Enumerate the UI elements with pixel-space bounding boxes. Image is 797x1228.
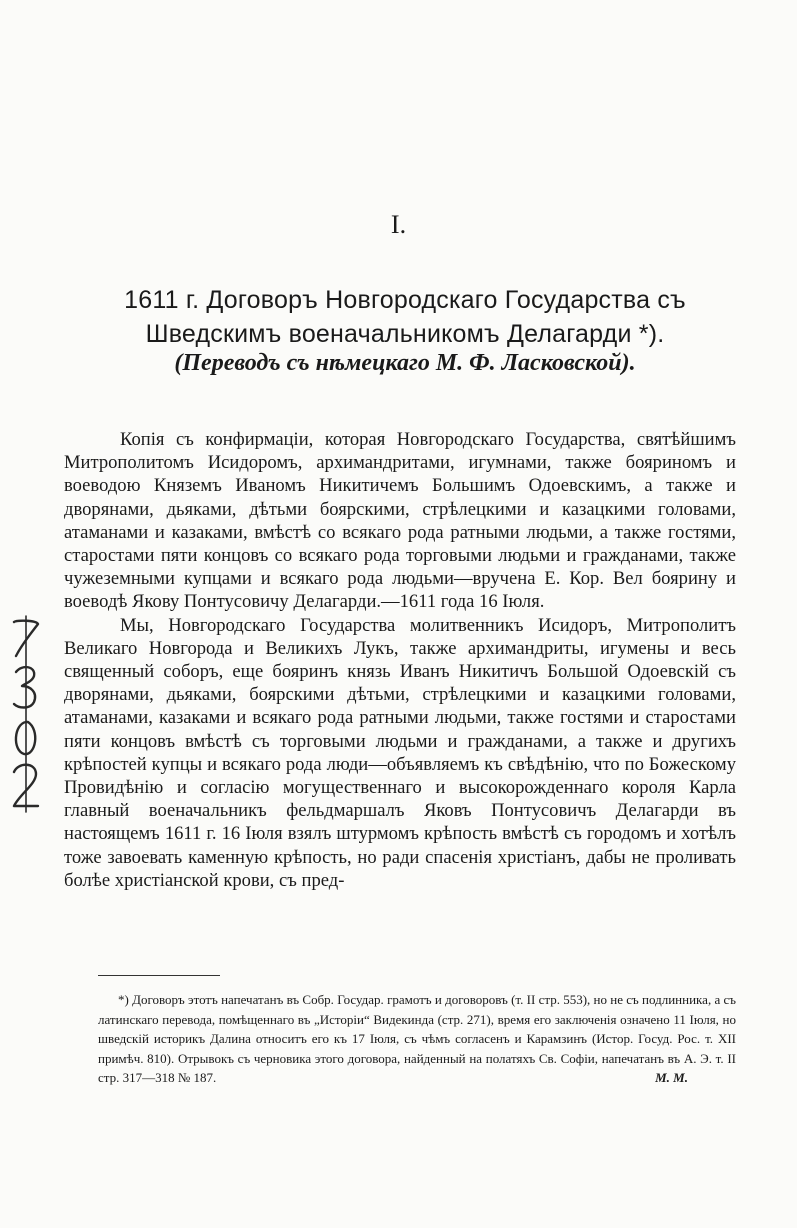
title-line-1: 1611 г. Договоръ Новгородскаго Государства съ <box>124 286 686 314</box>
section-number: I. <box>390 210 407 239</box>
footnote-text: *) Договоръ этотъ напечатанъ въ Собр. Государ. грамотъ и договоровъ (т. II стр. 553), но не съ подлинника, а съ латинскаго перевода, помѣщеннаго въ „Исторіи“ Видекинда (стр. 271), время его заключенія означено 11 Іюля, но шведскій историкъ Далина относитъ его къ 17 Іюля, съ чѣмъ согласенъ и Карамзинъ (Истор. Госуд. Рос. т. XII примѣч. 810). Отрывокъ съ черновика этого договора, найденный на полатяхъ Св. Софіи, напечатанъ въ А. Э. т. II стр. 317—318 № 187. <box>98 992 736 1085</box>
footnote <box>98 990 736 1088</box>
footnote-divider <box>98 975 220 976</box>
paragraph-1: Копія съ конфирмаціи, которая Новгородскаго Государства, святѣйшимъ Митрополитомъ Исидоромъ, архимандритами, игумнами, также бояриномъ и воеводою Княземъ Иваномъ Никитичемъ Большимъ Одоевскимъ, а также и дворянами, дьяками, дѣтьми боярскими, стрѣлецкими и казацкими головами, атаманами и казаками, вмѣстѣ со всякаго рода ратными людьми, а также гостями, старостами пяти концовъ со всякаго рода торговыми людьми и гражданами, также чужеземными купцами и всякаго рода людьми—вручена Е. Кор. Вел боярину и воеводѣ Якову Понтусовичу Делагарди.—1611 года 16 Іюля. <box>64 429 736 613</box>
footnote-signature: М. М. <box>655 1070 688 1085</box>
title-line-2: Шведскимъ военачальникомъ Делагарди *). <box>145 320 665 348</box>
document-subtitle: (Переводъ съ нѣмецкаго М. Ф. Ласковской). <box>174 350 636 376</box>
main-text <box>64 428 736 892</box>
document-title <box>60 283 750 351</box>
handwritten-margin-inscription <box>6 612 46 817</box>
paragraph-2: Мы, Новгородскаго Государства молитвенникъ Исидоръ, Митрополитъ Великаго Новгорода и Великихъ Лукъ, также архимандриты, игумены и весь священный соборъ, еще бояринъ князь Иванъ Никитичъ Большой Одоевскій съ дворянами, дьяками, боярскими дѣтьми, стрѣлецкими и казацкими головами, атаманами, казаками и всякаго рода ратными людьми, также гостями и старостами пяти концовъ вмѣстѣ съ торговыми людьми и гражданами, а также и другихъ крѣпостей купцы и всякаго рода люди—объявляемъ къ свѣдѣнію, что по Божескому Провидѣнію и согласію могущественнаго и высокорожденнаго короля Карла главный военачальникъ фельдмаршалъ Яковъ Понтусовичъ Делагарди въ настоящемъ 1611 г. 16 Іюля взялъ штурмомъ крѣпость вмѣстѣ съ городомъ и хотѣлъ тоже завоевать каменную крѣпость, но ради спасенія христіанъ, дабы не проливать болѣе христіанской крови, съ пред- <box>64 614 736 891</box>
